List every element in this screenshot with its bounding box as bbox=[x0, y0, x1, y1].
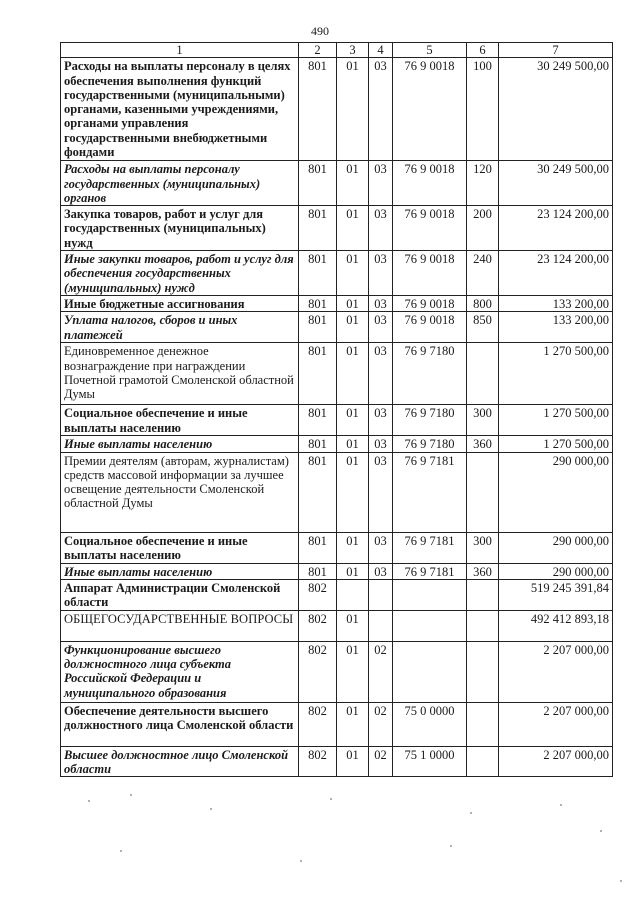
budget-table bbox=[60, 42, 613, 777]
scan-speckles bbox=[0, 790, 640, 900]
row-amount: 23 124 200,00 bbox=[499, 206, 613, 251]
row-target-article: 76 9 7181 bbox=[393, 563, 467, 579]
row-admin-code: 801 bbox=[299, 452, 337, 532]
row-amount: 290 000,00 bbox=[499, 452, 613, 532]
row-expense-type: 300 bbox=[467, 532, 499, 563]
row-expense-type bbox=[467, 610, 499, 641]
row-expense-type bbox=[467, 641, 499, 702]
speckle bbox=[620, 880, 622, 882]
row-amount: 2 207 000,00 bbox=[499, 702, 613, 746]
table-row bbox=[61, 532, 613, 563]
row-name: Иные бюджетные ассигнования bbox=[61, 295, 299, 311]
row-amount: 133 200,00 bbox=[499, 295, 613, 311]
row-target-article: 76 9 7181 bbox=[393, 452, 467, 532]
speckle bbox=[130, 794, 132, 796]
row-amount: 2 207 000,00 bbox=[499, 641, 613, 702]
table-row bbox=[61, 295, 613, 311]
row-section: 01 bbox=[337, 532, 369, 563]
row-section: 01 bbox=[337, 161, 369, 206]
page-number: 490 bbox=[311, 24, 329, 38]
header-col-6: 6 bbox=[467, 43, 499, 58]
row-amount: 492 412 893,18 bbox=[499, 610, 613, 641]
row-target-article: 76 9 7181 bbox=[393, 532, 467, 563]
row-subsection: 03 bbox=[369, 251, 393, 296]
row-name: Расходы на выплаты персоналу государственных (муниципальных) органов bbox=[61, 161, 299, 206]
speckle bbox=[300, 860, 302, 862]
row-amount: 519 245 391,84 bbox=[499, 579, 613, 610]
row-name: Обеспечение деятельности высшего должностного лица Смоленской области bbox=[61, 702, 299, 746]
row-target-article: 76 9 7180 bbox=[393, 405, 467, 436]
row-target-article: 76 9 7180 bbox=[393, 436, 467, 452]
row-amount: 30 249 500,00 bbox=[499, 58, 613, 161]
header-col-1: 1 bbox=[61, 43, 299, 58]
row-expense-type: 120 bbox=[467, 161, 499, 206]
row-section: 01 bbox=[337, 251, 369, 296]
speckle bbox=[560, 804, 562, 806]
row-name: Премии деятелям (авторам, журналистам) средств массовой информации за лучшее освещение деятельности Смоленской областной Думы bbox=[61, 452, 299, 532]
row-section: 01 bbox=[337, 405, 369, 436]
row-section bbox=[337, 579, 369, 610]
row-admin-code: 801 bbox=[299, 295, 337, 311]
row-target-article: 76 9 0018 bbox=[393, 206, 467, 251]
speckle bbox=[120, 850, 122, 852]
row-subsection: 03 bbox=[369, 405, 393, 436]
row-section: 01 bbox=[337, 563, 369, 579]
row-section: 01 bbox=[337, 452, 369, 532]
table-row bbox=[61, 579, 613, 610]
row-subsection: 03 bbox=[369, 436, 393, 452]
row-section: 01 bbox=[337, 58, 369, 161]
table-row bbox=[61, 161, 613, 206]
row-name: Единовременное денежное вознаграждение при награждении Почетной грамотой Смоленской областной Думы bbox=[61, 343, 299, 405]
table-row bbox=[61, 312, 613, 343]
row-admin-code: 801 bbox=[299, 532, 337, 563]
row-expense-type bbox=[467, 343, 499, 405]
row-admin-code: 801 bbox=[299, 161, 337, 206]
row-subsection: 03 bbox=[369, 452, 393, 532]
row-target-article bbox=[393, 610, 467, 641]
row-subsection bbox=[369, 579, 393, 610]
row-amount: 133 200,00 bbox=[499, 312, 613, 343]
row-target-article: 75 0 0000 bbox=[393, 702, 467, 746]
speckle bbox=[600, 830, 602, 832]
row-subsection: 03 bbox=[369, 312, 393, 343]
row-name: Закупка товаров, работ и услуг для государственных (муниципальных) нужд bbox=[61, 206, 299, 251]
row-subsection: 03 bbox=[369, 343, 393, 405]
row-name: Социальное обеспечение и иные выплаты населению bbox=[61, 405, 299, 436]
row-target-article: 76 9 0018 bbox=[393, 295, 467, 311]
row-target-article: 76 9 7180 bbox=[393, 343, 467, 405]
table-row bbox=[61, 563, 613, 579]
row-section: 01 bbox=[337, 206, 369, 251]
row-name: Уплата налогов, сборов и иных платежей bbox=[61, 312, 299, 343]
row-target-article bbox=[393, 641, 467, 702]
row-expense-type: 300 bbox=[467, 405, 499, 436]
table-row bbox=[61, 436, 613, 452]
row-admin-code: 801 bbox=[299, 251, 337, 296]
row-amount: 23 124 200,00 bbox=[499, 251, 613, 296]
row-subsection: 03 bbox=[369, 206, 393, 251]
table-row bbox=[61, 641, 613, 702]
row-admin-code: 801 bbox=[299, 436, 337, 452]
row-subsection: 02 bbox=[369, 746, 393, 777]
row-admin-code: 801 bbox=[299, 405, 337, 436]
header-col-3: 3 bbox=[337, 43, 369, 58]
row-amount: 1 270 500,00 bbox=[499, 436, 613, 452]
header-col-5: 5 bbox=[393, 43, 467, 58]
row-expense-type: 240 bbox=[467, 251, 499, 296]
speckle bbox=[330, 798, 332, 800]
table-row bbox=[61, 610, 613, 641]
row-name: Иные выплаты населению bbox=[61, 563, 299, 579]
row-admin-code: 802 bbox=[299, 579, 337, 610]
row-target-article bbox=[393, 579, 467, 610]
row-name: Иные закупки товаров, работ и услуг для обеспечения государственных (муниципальных) нужд bbox=[61, 251, 299, 296]
row-name: Социальное обеспечение и иные выплаты населению bbox=[61, 532, 299, 563]
row-amount: 1 270 500,00 bbox=[499, 343, 613, 405]
row-amount: 290 000,00 bbox=[499, 532, 613, 563]
table-row bbox=[61, 746, 613, 777]
table-row bbox=[61, 206, 613, 251]
row-name: Функционирование высшего должностного лица субъекта Российской Федерации и муниципального образования bbox=[61, 641, 299, 702]
row-expense-type: 850 bbox=[467, 312, 499, 343]
row-section: 01 bbox=[337, 746, 369, 777]
speckle bbox=[470, 812, 472, 814]
speckle bbox=[210, 808, 212, 810]
header-col-7: 7 bbox=[499, 43, 613, 58]
row-target-article: 76 9 0018 bbox=[393, 312, 467, 343]
row-admin-code: 801 bbox=[299, 563, 337, 579]
row-admin-code: 802 bbox=[299, 641, 337, 702]
row-subsection: 03 bbox=[369, 563, 393, 579]
row-target-article: 75 1 0000 bbox=[393, 746, 467, 777]
table-row bbox=[61, 343, 613, 405]
row-section: 01 bbox=[337, 610, 369, 641]
table-row bbox=[61, 452, 613, 532]
row-amount: 30 249 500,00 bbox=[499, 161, 613, 206]
row-section: 01 bbox=[337, 312, 369, 343]
row-expense-type bbox=[467, 579, 499, 610]
table-row bbox=[61, 251, 613, 296]
row-section: 01 bbox=[337, 702, 369, 746]
row-name: Иные выплаты населению bbox=[61, 436, 299, 452]
table-row bbox=[61, 702, 613, 746]
row-target-article: 76 9 0018 bbox=[393, 161, 467, 206]
row-name: Аппарат Администрации Смоленской области bbox=[61, 579, 299, 610]
row-name: ОБЩЕГОСУДАРСТВЕННЫЕ ВОПРОСЫ bbox=[61, 610, 299, 641]
row-expense-type: 360 bbox=[467, 436, 499, 452]
row-section: 01 bbox=[337, 343, 369, 405]
header-col-4: 4 bbox=[369, 43, 393, 58]
header-row bbox=[61, 43, 613, 58]
row-section: 01 bbox=[337, 436, 369, 452]
row-subsection: 02 bbox=[369, 641, 393, 702]
row-expense-type: 360 bbox=[467, 563, 499, 579]
row-subsection: 02 bbox=[369, 702, 393, 746]
speckle bbox=[450, 845, 452, 847]
row-expense-type: 800 bbox=[467, 295, 499, 311]
row-expense-type bbox=[467, 746, 499, 777]
row-admin-code: 802 bbox=[299, 702, 337, 746]
row-expense-type: 100 bbox=[467, 58, 499, 161]
table-row bbox=[61, 405, 613, 436]
row-expense-type bbox=[467, 702, 499, 746]
row-subsection: 03 bbox=[369, 161, 393, 206]
row-section: 01 bbox=[337, 641, 369, 702]
table-row bbox=[61, 58, 613, 161]
speckle bbox=[88, 800, 90, 802]
row-amount: 2 207 000,00 bbox=[499, 746, 613, 777]
row-admin-code: 801 bbox=[299, 206, 337, 251]
row-admin-code: 801 bbox=[299, 58, 337, 161]
row-amount: 1 270 500,00 bbox=[499, 405, 613, 436]
row-name: Расходы на выплаты персоналу в целях обеспечения выполнения функций государственными (муниципальными) органами, казенными учреждениями, органами управления государственными внебюджетными фондами bbox=[61, 58, 299, 161]
row-target-article: 76 9 0018 bbox=[393, 251, 467, 296]
row-amount: 290 000,00 bbox=[499, 563, 613, 579]
row-name: Высшее должностное лицо Смоленской области bbox=[61, 746, 299, 777]
row-subsection: 03 bbox=[369, 58, 393, 161]
header-col-2: 2 bbox=[299, 43, 337, 58]
row-expense-type bbox=[467, 452, 499, 532]
row-expense-type: 200 bbox=[467, 206, 499, 251]
row-admin-code: 802 bbox=[299, 746, 337, 777]
row-admin-code: 801 bbox=[299, 343, 337, 405]
row-admin-code: 801 bbox=[299, 312, 337, 343]
row-target-article: 76 9 0018 bbox=[393, 58, 467, 161]
row-subsection: 03 bbox=[369, 532, 393, 563]
row-admin-code: 802 bbox=[299, 610, 337, 641]
row-section: 01 bbox=[337, 295, 369, 311]
row-subsection bbox=[369, 610, 393, 641]
row-subsection: 03 bbox=[369, 295, 393, 311]
